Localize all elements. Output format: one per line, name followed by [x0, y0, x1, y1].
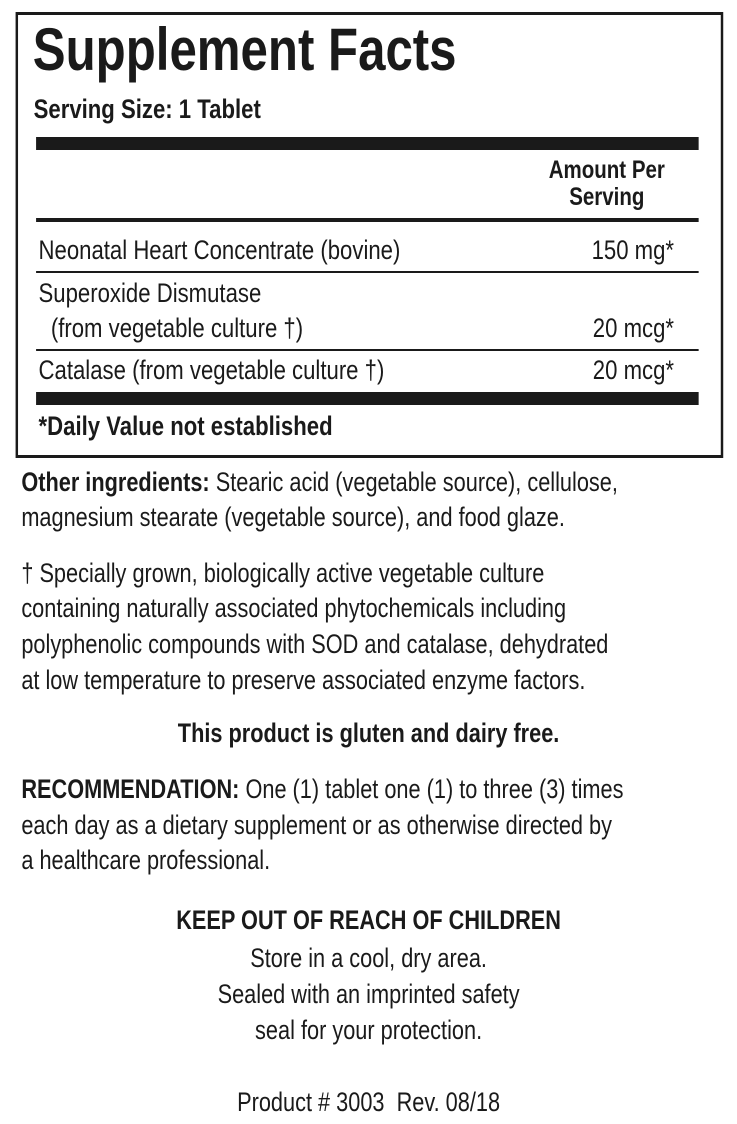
storage-line: seal for your protection.: [255, 1015, 483, 1045]
amount-header-line1: Amount Per: [548, 156, 665, 184]
recommendation-line1: [21, 776, 623, 803]
gluten-dairy-free-note: This product is gluten and dairy free.: [177, 718, 560, 748]
child-warning: KEEP OUT OF REACH OF CHILDREN: [176, 905, 561, 935]
panel-title: Supplement Facts: [32, 16, 457, 83]
ingredient-amount: 20 mcg*: [592, 355, 675, 385]
ingredient-amount: 150 mg*: [591, 235, 675, 265]
dagger-note-line: polyphenolic compounds with SOD and catalase, dehydrated: [21, 629, 609, 659]
ingredient-amount: 20 mcg*: [592, 313, 675, 343]
storage-line: Store in a cool, dry area.: [250, 943, 487, 973]
other-ingredients-line1: [21, 469, 618, 496]
recommendation-line2: each day as a dietary supplement or as otherwise directed by: [21, 810, 612, 840]
daily-value-footnote: *Daily Value not established: [38, 411, 333, 441]
ingredient-name: Superoxide Dismutase: [38, 278, 262, 308]
dagger-note-line: containing naturally associated phytochemicals including: [21, 593, 567, 623]
dagger-note-line: † Specially grown, biologically active vegetable culture: [21, 558, 545, 588]
row-divider: [36, 271, 699, 273]
recommendation-label: RECOMMENDATION:: [21, 774, 240, 804]
other-ingredients-line2: magnesium stearate (vegetable source), and food glaze.: [21, 502, 565, 532]
divider: [36, 218, 699, 222]
ingredient-name-line2: (from vegetable culture †): [50, 313, 304, 343]
row-divider: [36, 349, 699, 351]
recommendation-line3: a healthcare professional.: [21, 845, 271, 875]
product-number: Product # 3003 Rev. 08/18: [237, 1087, 501, 1117]
other-ingredients-label: Other ingredients:: [21, 467, 210, 497]
ingredient-name: Catalase (from vegetable culture †): [38, 355, 385, 385]
storage-line: Sealed with an imprinted safety: [217, 979, 520, 1009]
recommendation-text: One (1) tablet one (1) to three (3) times: [239, 774, 624, 804]
amount-header-line2: Serving: [569, 183, 645, 211]
thick-divider: [36, 137, 699, 150]
thick-divider: [36, 392, 699, 405]
serving-size: Serving Size: 1 Tablet: [33, 94, 261, 124]
dagger-note-line: at low temperature to preserve associated enzyme factors.: [21, 665, 586, 695]
ingredient-name: Neonatal Heart Concentrate (bovine): [38, 235, 401, 265]
other-ingredients-text: Stearic acid (vegetable source), cellulose,: [209, 467, 618, 497]
